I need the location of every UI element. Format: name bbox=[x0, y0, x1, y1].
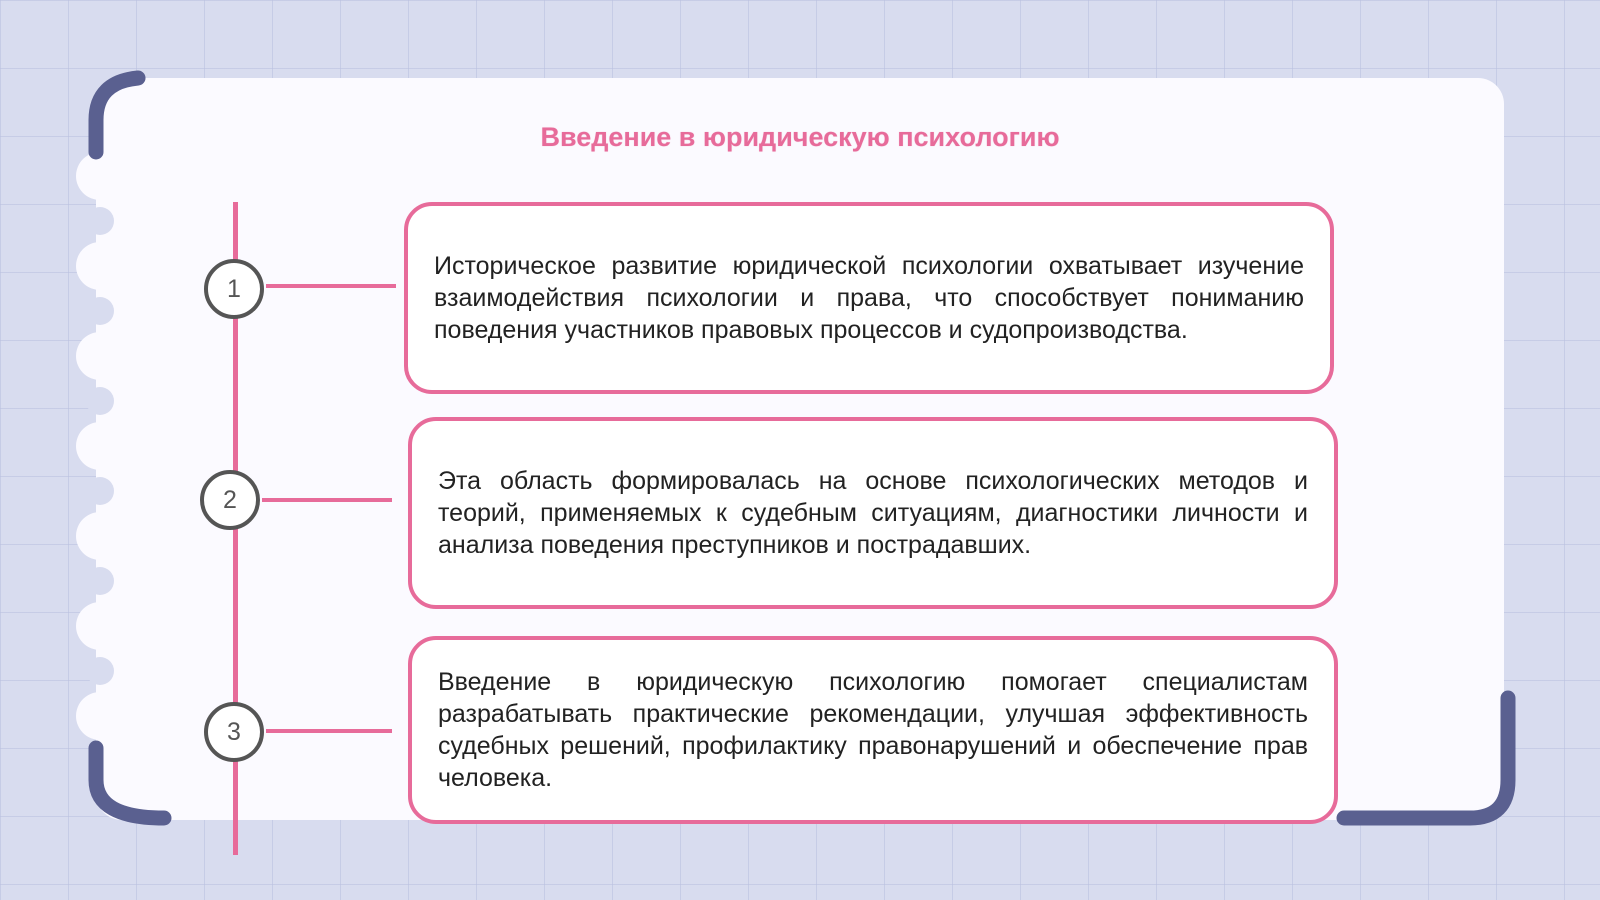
step-card-3 bbox=[408, 636, 1338, 824]
step-text-3: Введение в юридическую психологию помогает специалистам разрабатывать практические рекомендации, улучшая эффективность судебных решений, профилактику правонарушений и обеспечение прав человека. bbox=[438, 668, 1308, 792]
slide-title: Введение в юридическую психологию bbox=[540, 122, 1060, 152]
step-card-1 bbox=[404, 202, 1334, 394]
step-number-1: 1 bbox=[204, 259, 264, 319]
connector-1 bbox=[266, 284, 396, 288]
step-card-2 bbox=[408, 417, 1338, 609]
step-number-2: 2 bbox=[200, 470, 260, 530]
connector-2 bbox=[262, 498, 392, 502]
corner-bottom-right bbox=[1344, 698, 1508, 818]
step-text-2: Эта область формировалась на основе психологических методов и теорий, применяемых к судебным ситуациям, диагностики личности и анализа поведения преступников и пострадавших. bbox=[438, 467, 1308, 559]
step-number-3: 3 bbox=[204, 702, 264, 762]
connector-3 bbox=[266, 729, 392, 733]
step-text-1: Историческое развитие юридической психологии охватывает изучение взаимодействия психологии и права, что способствует пониманию поведения участников правовых процессов и судопроизводства. bbox=[434, 252, 1304, 344]
corner-bottom-left bbox=[96, 748, 164, 818]
